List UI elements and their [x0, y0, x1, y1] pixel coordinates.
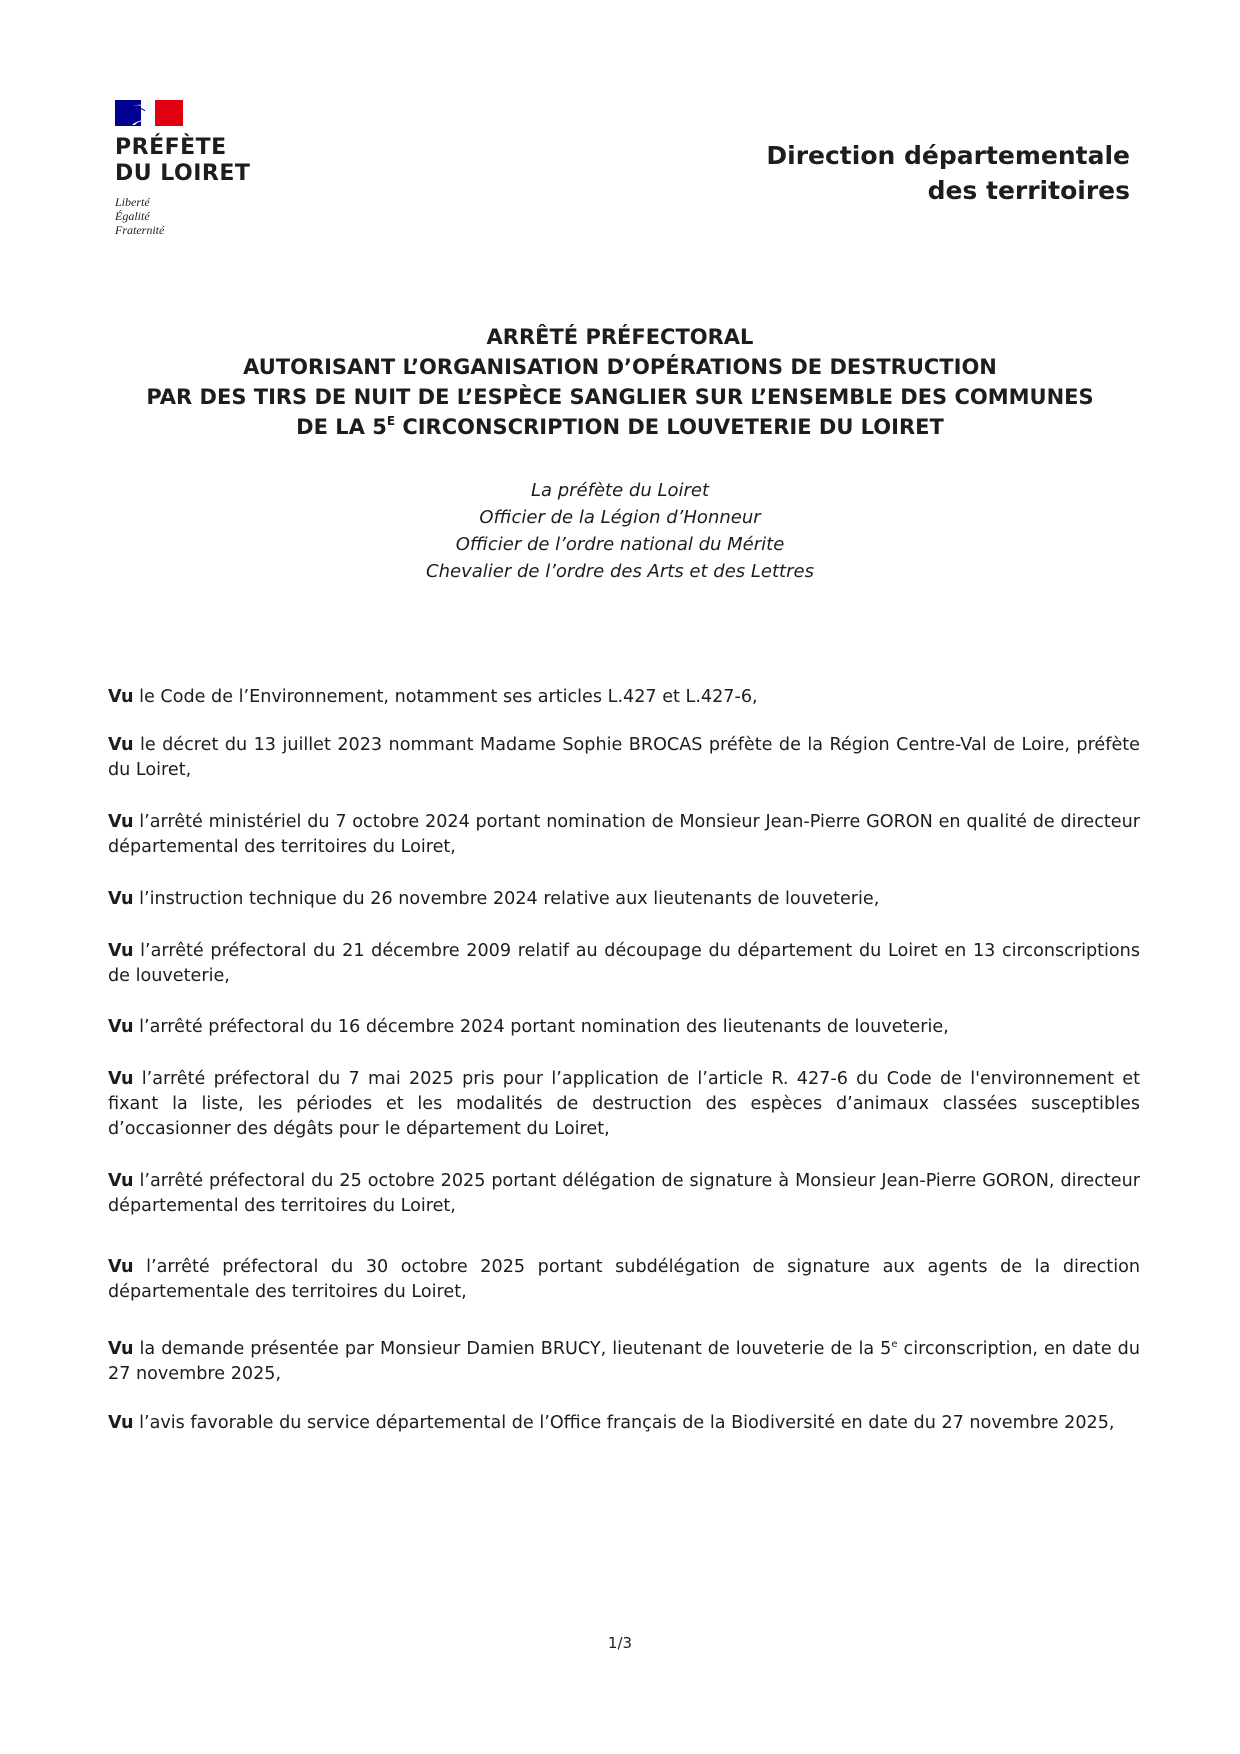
- signatory-line2: Officier de la Légion d’Honneur: [479, 507, 761, 528]
- visa-delegation-signature: [108, 1169, 1140, 1219]
- visa-decret-nomination-prefete: [108, 733, 1140, 783]
- visa-nomination-lieutenants: [108, 1015, 1140, 1040]
- visa-vu-label: Vu: [108, 735, 134, 755]
- visa-subdelegation-signature: [108, 1255, 1140, 1305]
- direction-line2: des territoires: [927, 176, 1130, 205]
- prefecture-name-line2: DU LOIRET: [115, 161, 251, 186]
- direction-line1: Direction départementale: [766, 141, 1130, 170]
- visa-decoupage-circonscriptions: [108, 939, 1140, 989]
- prefecture-name-line1: PRÉFÈTE: [115, 135, 227, 160]
- title-line4-superscript: E: [386, 414, 396, 428]
- page-number: 1/3: [607, 1634, 633, 1652]
- marianne-logo-icon: [115, 100, 183, 126]
- visa-text: l’avis favorable du service départemental de l’Office français de la Biodiversité en date du 27 novembre 2025,: [133, 1413, 1115, 1433]
- visa-vu-label: Vu: [108, 1257, 134, 1277]
- visa-text: le Code de l’Environnement, notamment ses articles L.427 et L.427-6,: [133, 687, 758, 707]
- issuing-direction: [766, 138, 1130, 208]
- title-line4: [100, 412, 1140, 442]
- visa-superscript: e: [891, 1339, 898, 1350]
- devise-egalite: Égalité: [115, 209, 150, 223]
- title-line2: AUTORISANT L’ORGANISATION D’OPÉRATIONS DE DESTRUCTION: [243, 355, 997, 379]
- signatory-line1: La préfète du Loiret: [530, 480, 710, 501]
- visa-text-prefix: la demande présentée par Monsieur Damien BRUCY, lieutenant de louveterie de la 5: [133, 1339, 892, 1359]
- title-line4-suffix: CIRCONSCRIPTION DE LOUVETERIE DU LOIRET: [395, 415, 944, 439]
- devise: [115, 195, 315, 237]
- visa-vu-label: Vu: [108, 812, 134, 832]
- visa-vu-label: Vu: [108, 687, 134, 707]
- devise-fraternite: Fraternité: [115, 223, 165, 237]
- devise-liberte: Liberté: [115, 195, 150, 209]
- visa-vu-label: Vu: [108, 1339, 134, 1359]
- signatory-block: [100, 477, 1140, 585]
- visa-vu-label: Vu: [108, 1017, 134, 1037]
- visa-demande-lieutenant: [108, 1337, 1140, 1387]
- title-line3: PAR DES TIRS DE NUIT DE L’ESPÈCE SANGLIER SUR L’ENSEMBLE DES COMMUNES: [146, 385, 1094, 409]
- visa-text: l’arrêté préfectoral du 25 octobre 2025 portant délégation de signature à Monsieur Jean-Pierre GORON, directeur départemental des territoires du Loiret,: [108, 1171, 1140, 1216]
- visa-text: l’instruction technique du 26 novembre 2024 relative aux lieutenants de louveterie,: [133, 889, 880, 909]
- title-line1: ARRÊTÉ PRÉFECTORAL: [486, 325, 754, 349]
- visa-vu-label: Vu: [108, 941, 134, 961]
- visa-code-environnement: [108, 685, 1140, 710]
- visa-text: l’arrêté préfectoral du 30 octobre 2025 portant subdélégation de signature aux agents de la direction départementale des territoires du Loiret,: [108, 1257, 1140, 1302]
- document-title: [100, 322, 1140, 442]
- visa-text: l’arrêté ministériel du 7 octobre 2024 portant nomination de Monsieur Jean-Pierre GORON en qualité de directeur départemental des territoires du Loiret,: [108, 812, 1140, 857]
- visa-vu-label: Vu: [108, 1171, 134, 1191]
- signatory-line4: Chevalier de l’ordre des Arts et des Lettres: [426, 561, 814, 582]
- visa-especes-nuisibles: [108, 1067, 1140, 1142]
- prefecture-name: [115, 135, 315, 187]
- visa-avis-ofb: [108, 1407, 1140, 1440]
- visa-text: l’arrêté préfectoral du 7 mai 2025 pris pour l’application de l’article R. 427-6 du Code de l'environnement et fixant la liste, les périodes et les modalités de destruction des espèces d’animaux classées susceptibles d’occasionner des dégâts pour le département du Loiret,: [108, 1069, 1140, 1139]
- visa-text-suffix: circonscription, en date du 27 novembre 2025,: [108, 1339, 1140, 1384]
- visa-text: le décret du 13 juillet 2023 nommant Madame Sophie BROCAS préfète de la Région Centre-Val de Loire, préfète du Loiret,: [108, 735, 1140, 780]
- visa-instruction-technique: [108, 887, 1140, 912]
- visa-vu-label: Vu: [108, 1069, 134, 1089]
- visa-text: l’arrêté préfectoral du 16 décembre 2024 portant nomination des lieutenants de louveterie,: [133, 1017, 949, 1037]
- visa-text: l’arrêté préfectoral du 21 décembre 2009 relatif au découpage du département du Loiret en 13 circonscriptions de louveterie,: [108, 941, 1140, 986]
- visa-vu-label: Vu: [108, 889, 134, 909]
- visa-arrete-ministeriel: [108, 810, 1140, 860]
- signatory-line3: Officier de l’ordre national du Mérite: [455, 534, 785, 555]
- title-line4-prefix: DE LA 5: [296, 415, 387, 439]
- prefecture-logo-block: [115, 100, 315, 237]
- visa-vu-label: Vu: [108, 1413, 134, 1433]
